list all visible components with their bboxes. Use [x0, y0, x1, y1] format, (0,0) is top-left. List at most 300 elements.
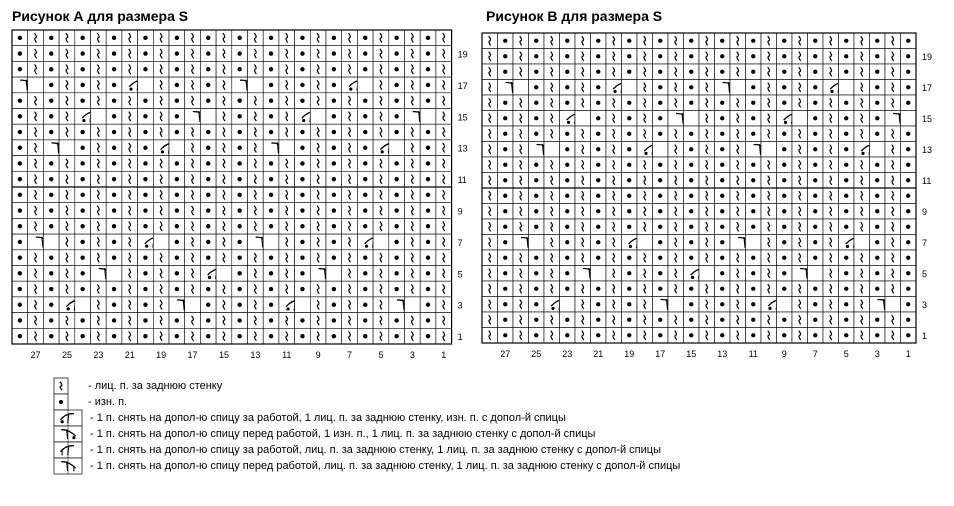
chart-b-cell: [777, 235, 793, 251]
chart-a-cell: [405, 171, 421, 187]
chart-a-cell: [91, 156, 107, 172]
chart-b-cell: [699, 328, 715, 344]
chart-b-cell: [746, 250, 762, 266]
chart-a-cell: [295, 234, 311, 250]
chart-b-cell: [606, 235, 622, 251]
chart-a-cell: [436, 187, 452, 203]
chart-a-cell: [216, 93, 232, 109]
chart-b-cell: [839, 111, 855, 127]
chart-a-cell: [389, 61, 405, 77]
chart-b-cell: [575, 235, 591, 251]
chart-a-cell: [420, 93, 436, 109]
chart-b-cell: [622, 126, 638, 142]
chart-b-cell: [560, 204, 576, 220]
chart-a-col-label: 9: [315, 350, 321, 360]
chart-b-col-label: 7: [812, 349, 818, 359]
chart-a-cell: [389, 313, 405, 329]
chart-b-cell: [513, 266, 529, 282]
chart-b-cell: [560, 157, 576, 173]
chart-b-cell: [575, 157, 591, 173]
chart-a-cell: [279, 281, 295, 297]
chart-a-cell: [28, 140, 44, 156]
chart-a-cell: [248, 109, 264, 125]
chart-a-cell: [28, 281, 44, 297]
chart-a-cell: [232, 140, 248, 156]
chart-a-cell: [75, 297, 91, 313]
chart-a-cell: [200, 93, 216, 109]
chart-b-cell: [808, 188, 824, 204]
chart-b-cell: [544, 188, 560, 204]
chart-a-cell: [342, 297, 358, 313]
chart-b-cell: [746, 188, 762, 204]
chart-b-cell: [606, 250, 622, 266]
chart-b-cell: [761, 95, 777, 111]
chart-b-cell: [498, 95, 514, 111]
chart-a-cell: [295, 140, 311, 156]
chart-a-cell: [357, 187, 373, 203]
chart-a-cell: [263, 61, 279, 77]
chart-a-cell: [420, 156, 436, 172]
chart-b-cell: [870, 95, 886, 111]
chart-a-cell: [357, 250, 373, 266]
chart-b-cell: [653, 157, 669, 173]
chart-a-cell: [310, 218, 326, 234]
chart-b-cell: [544, 173, 560, 189]
chart-b-cell: [823, 126, 839, 142]
chart-b-cell: [622, 312, 638, 328]
chart-a-cell: [389, 156, 405, 172]
chart-b-cell: [591, 266, 607, 282]
chart-b-cell: [575, 219, 591, 235]
chart-b-cell: [761, 281, 777, 297]
chart-b-cell: [653, 126, 669, 142]
chart-b-cell: [823, 173, 839, 189]
chart-a-cell: [106, 156, 122, 172]
chart-b-cell: [870, 281, 886, 297]
chart-b-cell: [668, 126, 684, 142]
chart-b-cell: [482, 173, 498, 189]
chart-b-cell: [653, 235, 669, 251]
chart-b-cell: [901, 297, 917, 313]
chart-a-chart-grid: [12, 30, 452, 344]
chart-b-cell: [637, 33, 653, 49]
chart-a-cell: [357, 30, 373, 46]
chart-b-cell: [684, 281, 700, 297]
chart-b-cell: [901, 95, 917, 111]
chart-b-row-label: 19: [922, 52, 933, 63]
chart-a-cell: [185, 328, 201, 344]
chart-a-cell: [106, 313, 122, 329]
chart-b-row-label: 15: [922, 114, 933, 125]
chart-a-cell: [357, 156, 373, 172]
chart-a-cell: [279, 218, 295, 234]
chart-b-cell: [498, 235, 514, 251]
chart-a-cell: [59, 156, 75, 172]
chart-b-cell: [901, 188, 917, 204]
chart-b-cell: [715, 33, 731, 49]
chart-b-cell: [839, 312, 855, 328]
chart-a-cell: [248, 313, 264, 329]
chart-a-cell: [59, 124, 75, 140]
chart-b-col-label: 19: [624, 349, 635, 359]
chart-b-cell: [653, 250, 669, 266]
chart-a-cell: [326, 156, 342, 172]
chart-b-row-label: 11: [922, 176, 932, 187]
chart-b-cell: [591, 142, 607, 158]
chart-a-cell: [232, 218, 248, 234]
chart-a-cell: [75, 281, 91, 297]
chart-a-cell: [59, 109, 75, 125]
chart-b-cell: [730, 64, 746, 80]
chart-a-cell: [342, 109, 358, 125]
chart-b-cell: [482, 49, 498, 65]
chart-a-cell: [12, 234, 28, 250]
chart-a-cell: [295, 218, 311, 234]
chart-b-cell: [823, 64, 839, 80]
chart-b-cell: [699, 80, 715, 96]
chart-a-cell: [326, 187, 342, 203]
chart-b-cell: [498, 312, 514, 328]
chart-a-cell: [373, 328, 389, 344]
chart-a-cell: [122, 140, 138, 156]
chart-a-cell: [248, 250, 264, 266]
chart-b-cell: [560, 281, 576, 297]
chart-b-cell: [560, 142, 576, 158]
chart-b-cell: [777, 80, 793, 96]
chart-b-cell: [529, 64, 545, 80]
chart-a-cell: [342, 281, 358, 297]
chart-a-cell: [389, 30, 405, 46]
chart-b-cell: [544, 219, 560, 235]
chart-a-cell: [279, 140, 295, 156]
chart-b-cell: [808, 126, 824, 142]
chart-a-cell: [279, 250, 295, 266]
chart-b-cell: [482, 235, 498, 251]
chart-b-cell: [854, 204, 870, 220]
chart-a-cell: [75, 313, 91, 329]
chart-b-cell: [637, 64, 653, 80]
chart-a-cell: [153, 187, 169, 203]
chart-b-cell: [606, 49, 622, 65]
chart-a-cell: [43, 124, 59, 140]
chart-b-cell: [529, 157, 545, 173]
chart-b-cell: [498, 64, 514, 80]
chart-b-cell: [637, 328, 653, 344]
chart-b-cell: [715, 111, 731, 127]
chart-b-cell: [498, 126, 514, 142]
chart-b-cell: [575, 204, 591, 220]
chart-a-cell: [342, 234, 358, 250]
chart-b-cell: [529, 126, 545, 142]
chart-b-cell: [591, 157, 607, 173]
chart-b-cell: [622, 33, 638, 49]
chart-a-cell: [122, 46, 138, 62]
chart-b-cell: [901, 142, 917, 158]
chart-b-cell: [544, 266, 560, 282]
chart-a-cell: [263, 203, 279, 219]
chart-a-cell: [200, 156, 216, 172]
chart-b-cell: [699, 219, 715, 235]
chart-a-cell: [169, 281, 185, 297]
chart-b-cell: [885, 173, 901, 189]
chart-a-cell: [310, 171, 326, 187]
chart-b-cell: [823, 328, 839, 344]
chart-a-cell: [389, 218, 405, 234]
chart-b-cell: [591, 250, 607, 266]
chart-a-cell: [12, 187, 28, 203]
chart-a-cell: [279, 124, 295, 140]
chart-a-cell: [310, 93, 326, 109]
chart-b-cell: [591, 173, 607, 189]
chart-a-cell: [75, 266, 91, 282]
chart-b-cell: [854, 95, 870, 111]
chart-b-cell: [529, 173, 545, 189]
chart-b-cell: [777, 328, 793, 344]
chart-b-cell: [637, 80, 653, 96]
chart-b-cell: [529, 204, 545, 220]
chart-a-cell: [357, 140, 373, 156]
chart-b-cell: [699, 188, 715, 204]
chart-b-cell: [606, 297, 622, 313]
chart-b-cell: [792, 235, 808, 251]
chart-a-cell: [232, 109, 248, 125]
chart-b-cell: [653, 281, 669, 297]
chart-b-cell: [668, 219, 684, 235]
chart-b-row-label: 9: [922, 207, 928, 218]
chart-b-cell: [498, 204, 514, 220]
chart-b-cell: [622, 49, 638, 65]
chart-b-cell: [684, 173, 700, 189]
chart-a-row-label: 1: [457, 332, 463, 343]
chart-b-cell: [684, 312, 700, 328]
chart-a-cell: [59, 203, 75, 219]
chart-b-cell: [637, 173, 653, 189]
chart-b-cell: [591, 49, 607, 65]
chart-a-cell: [405, 281, 421, 297]
chart-b-cell: [839, 297, 855, 313]
chart-b-cell: [901, 250, 917, 266]
chart-a-cell: [342, 250, 358, 266]
chart-b-cell: [854, 312, 870, 328]
chart-a-cell: [12, 266, 28, 282]
chart-a-cell: [122, 266, 138, 282]
chart-b-cell: [823, 235, 839, 251]
chart-a-cell: [248, 93, 264, 109]
chart-b-cell: [575, 126, 591, 142]
chart-b-cell: [792, 126, 808, 142]
chart-a-cell: [436, 156, 452, 172]
chart-a-cell: [153, 156, 169, 172]
chart-a-cell: [59, 218, 75, 234]
chart-a-cell: [326, 61, 342, 77]
chart-a-cell: [326, 297, 342, 313]
chart-a-cell: [185, 61, 201, 77]
chart-b-cell: [777, 95, 793, 111]
chart-b-cell: [746, 33, 762, 49]
chart-b-cell: [684, 204, 700, 220]
chart-a-cell: [12, 93, 28, 109]
chart-b-cell: [529, 33, 545, 49]
chart-a-cell: [342, 328, 358, 344]
chart-b-cell: [622, 281, 638, 297]
chart-b-cell: [823, 204, 839, 220]
chart-a-col-label: 25: [61, 350, 72, 360]
chart-b-cell: [668, 312, 684, 328]
chart-b-cell: [684, 33, 700, 49]
chart-a-row-label: 17: [457, 80, 468, 91]
chart-a-cell: [106, 234, 122, 250]
chart-b-cell: [482, 204, 498, 220]
chart-b-cell: [513, 33, 529, 49]
chart-b-cell: [730, 250, 746, 266]
chart-b-cell: [761, 312, 777, 328]
chart-b-cell: [808, 111, 824, 127]
chart-b-row-label: 5: [922, 269, 928, 280]
chart-b-cell: [482, 33, 498, 49]
chart-a-cell: [138, 281, 154, 297]
chart-a-cell: [389, 187, 405, 203]
chart-b-cell: [901, 219, 917, 235]
chart-b-cell: [715, 297, 731, 313]
chart-a-cell: [200, 140, 216, 156]
chart-a-cell: [200, 328, 216, 344]
chart-b-cell: [901, 204, 917, 220]
chart-a-cell: [28, 46, 44, 62]
chart-a-cell: [420, 281, 436, 297]
chart-a-cell: [122, 313, 138, 329]
chart-a-cell: [122, 30, 138, 46]
legend-symbol-cross-right-knit: [54, 442, 82, 458]
chart-a-cell: [169, 140, 185, 156]
chart-b-cell: [854, 80, 870, 96]
chart-a-cell: [405, 77, 421, 93]
chart-b-cell: [529, 219, 545, 235]
chart-b-cell: [777, 297, 793, 313]
chart-a-cell: [232, 156, 248, 172]
chart-b-cell: [901, 49, 917, 65]
chart-b-cell: [560, 312, 576, 328]
chart-a-cell: [185, 187, 201, 203]
chart-a-cell: [106, 187, 122, 203]
chart-a-cell: [326, 218, 342, 234]
chart-a-cell: [295, 156, 311, 172]
chart-b-cell: [498, 219, 514, 235]
chart-b-cell: [870, 250, 886, 266]
chart-a-title: Рисунок А для размера S: [12, 8, 189, 24]
chart-b-cell: [575, 80, 591, 96]
chart-a-cell: [263, 93, 279, 109]
chart-b-cell: [482, 142, 498, 158]
chart-a-cell: [248, 328, 264, 344]
chart-a-cell: [405, 93, 421, 109]
chart-a-cell: [263, 328, 279, 344]
chart-b-cell: [854, 266, 870, 282]
chart-a-cell: [43, 46, 59, 62]
chart-a-cell: [420, 203, 436, 219]
chart-b-cell: [839, 64, 855, 80]
chart-a-cell: [263, 218, 279, 234]
chart-b-cell: [575, 64, 591, 80]
chart-a-cell: [75, 124, 91, 140]
chart-b-cell: [699, 250, 715, 266]
chart-a-cell: [263, 109, 279, 125]
chart-a-cell: [420, 187, 436, 203]
chart-a-col-label: 27: [30, 350, 41, 360]
chart-b-cell: [653, 204, 669, 220]
chart-a-cell: [248, 124, 264, 140]
chart-a-cell: [43, 250, 59, 266]
chart-a-cell: [43, 234, 59, 250]
chart-a-cell: [357, 203, 373, 219]
chart-b-cell: [699, 173, 715, 189]
chart-a-cell: [279, 61, 295, 77]
chart-a-cell: [169, 234, 185, 250]
chart-a-cell: [405, 203, 421, 219]
chart-a-cell: [420, 61, 436, 77]
chart-b-cell: [575, 95, 591, 111]
chart-a-cell: [279, 187, 295, 203]
chart-b-cell: [637, 235, 653, 251]
chart-b-cell: [777, 250, 793, 266]
chart-a-cell: [357, 61, 373, 77]
chart-b-cell: [885, 126, 901, 142]
chart-a-cell: [12, 109, 28, 125]
chart-b-cell: [591, 188, 607, 204]
chart-a-cell: [420, 77, 436, 93]
chart-b-cell: [808, 281, 824, 297]
chart-b-cell: [622, 80, 638, 96]
chart-b-cell: [606, 111, 622, 127]
chart-a-cell: [389, 171, 405, 187]
chart-a-cell: [106, 140, 122, 156]
chart-b-cell: [498, 297, 514, 313]
chart-a-cell: [169, 46, 185, 62]
chart-a-row-label: 9: [457, 206, 463, 217]
chart-a-cell: [200, 124, 216, 140]
chart-b-cell: [529, 328, 545, 344]
chart-b-cell: [668, 33, 684, 49]
chart-a-cell: [310, 140, 326, 156]
chart-a-cell: [138, 328, 154, 344]
chart-a-cell: [75, 187, 91, 203]
chart-b-cell: [560, 80, 576, 96]
chart-a-cell: [436, 313, 452, 329]
chart-a-cell: [122, 187, 138, 203]
chart-b-cell: [746, 219, 762, 235]
chart-b-cell: [699, 157, 715, 173]
chart-b-cell: [792, 204, 808, 220]
chart-b-cell: [684, 297, 700, 313]
chart-b-cell: [885, 80, 901, 96]
chart-a-cell: [200, 46, 216, 62]
chart-b-cell: [544, 157, 560, 173]
chart-a-cell: [153, 203, 169, 219]
chart-a-cell: [326, 313, 342, 329]
chart-b-cell: [839, 328, 855, 344]
chart-b-cell: [777, 64, 793, 80]
chart-a-cell: [216, 218, 232, 234]
chart-b-cell: [544, 95, 560, 111]
chart-b-cell: [746, 173, 762, 189]
chart-a-cell: [185, 156, 201, 172]
chart-b-cell: [482, 266, 498, 282]
chart-b-cell: [591, 111, 607, 127]
chart-a-cell: [216, 281, 232, 297]
chart-a-cell: [169, 93, 185, 109]
chart-b-cell: [823, 33, 839, 49]
chart-a-cell: [122, 156, 138, 172]
chart-b-cell: [777, 312, 793, 328]
